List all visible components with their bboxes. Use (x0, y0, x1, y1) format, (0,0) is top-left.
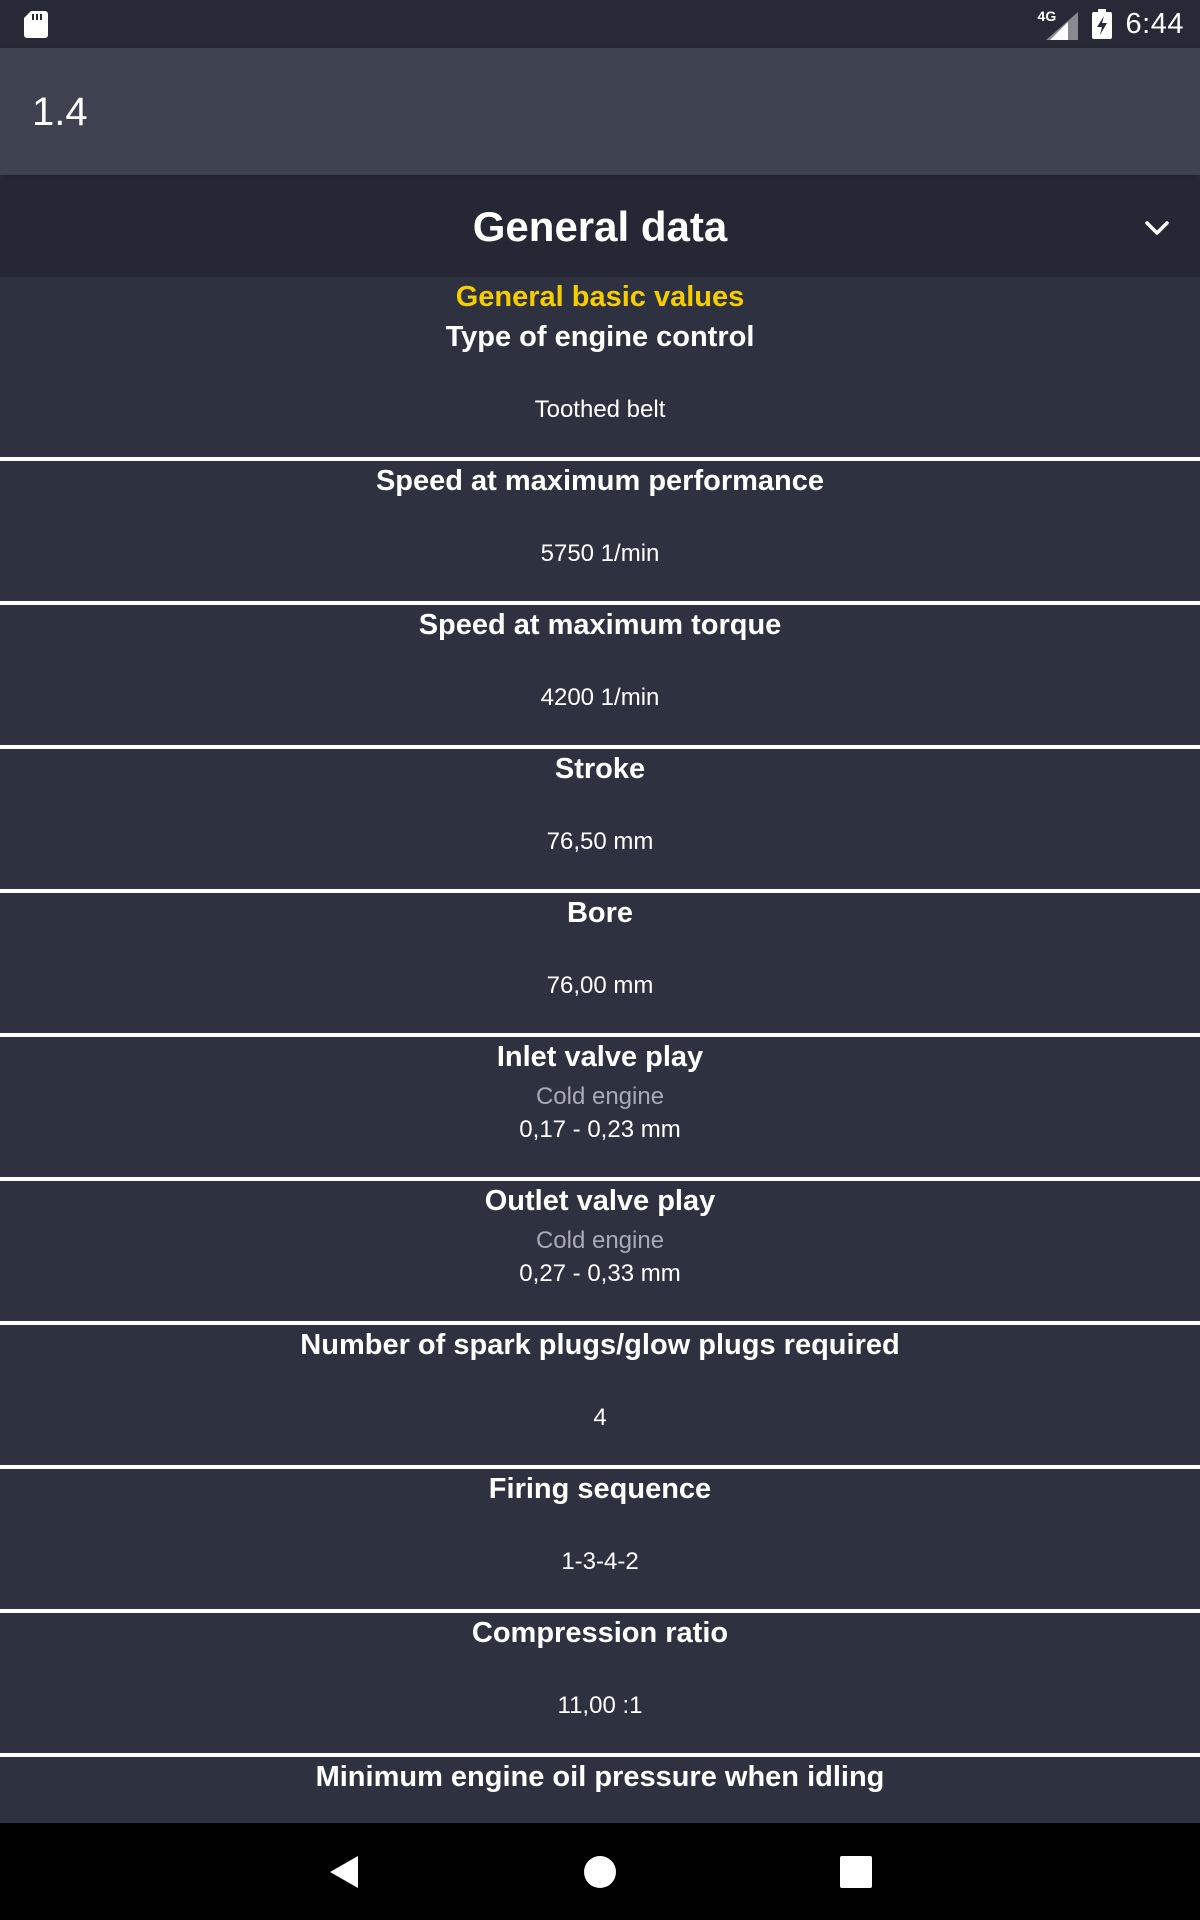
signal-icon (1038, 8, 1078, 40)
item-label: Stroke (554, 753, 646, 785)
chevron-down-icon[interactable] (1142, 213, 1172, 243)
item-value: 1-3-4-2 (561, 1548, 639, 1575)
list-item (0, 749, 1200, 889)
item-value: 4 (593, 1404, 607, 1431)
item-label: Compression ratio (471, 1617, 729, 1649)
network-type-label: 4G (1037, 8, 1057, 24)
clock: 6:44 (1125, 7, 1184, 40)
list-item (0, 277, 1200, 457)
recents-icon[interactable] (835, 1851, 877, 1893)
list-item (0, 605, 1200, 745)
section-title: General data (472, 203, 728, 250)
item-condition: Cold engine (535, 1083, 665, 1110)
item-label: Firing sequence (488, 1473, 712, 1505)
list-item (0, 893, 1200, 1033)
item-label: Number of spark plugs/glow plugs required (300, 1329, 900, 1361)
item-value: 0,17 - 0,23 mm (519, 1116, 681, 1143)
item-value: 11,00 :1 (557, 1692, 643, 1719)
item-value: 76,00 mm (546, 972, 654, 999)
item-label: Speed at maximum torque (418, 609, 782, 641)
navigation-bar (0, 1823, 1200, 1920)
list-item (0, 1469, 1200, 1609)
status-bar (0, 0, 1200, 48)
data-list[interactable] (0, 277, 1200, 1823)
item-label: Outlet valve play (484, 1185, 716, 1217)
item-value: 76,50 mm (546, 828, 654, 855)
sd-card-icon (24, 11, 48, 38)
item-value: 5750 1/min (540, 540, 660, 567)
page-title: 1.4 (32, 90, 88, 134)
battery-charging-icon (1092, 9, 1112, 39)
item-label: Inlet valve play (496, 1041, 704, 1073)
item-label: Speed at maximum performance (375, 465, 825, 497)
list-item (0, 1757, 1200, 1823)
item-condition: Cold engine (535, 1227, 665, 1254)
item-value: 4200 1/min (540, 684, 660, 711)
item-value: 0,27 - 0,33 mm (519, 1260, 681, 1287)
list-item (0, 1037, 1200, 1177)
item-value: Toothed belt (534, 396, 666, 423)
home-icon[interactable] (579, 1851, 621, 1893)
item-label: Minimum engine oil pressure when idling (315, 1761, 885, 1793)
section-header-general-data[interactable] (0, 177, 1200, 277)
list-item (0, 1613, 1200, 1753)
item-label: Bore (566, 897, 634, 929)
back-icon[interactable] (324, 1851, 366, 1893)
group-title: General basic values (455, 281, 745, 313)
app-bar (0, 48, 1200, 175)
item-label: Type of engine control (445, 321, 755, 353)
list-item (0, 1181, 1200, 1321)
list-item (0, 1325, 1200, 1465)
list-item (0, 461, 1200, 601)
